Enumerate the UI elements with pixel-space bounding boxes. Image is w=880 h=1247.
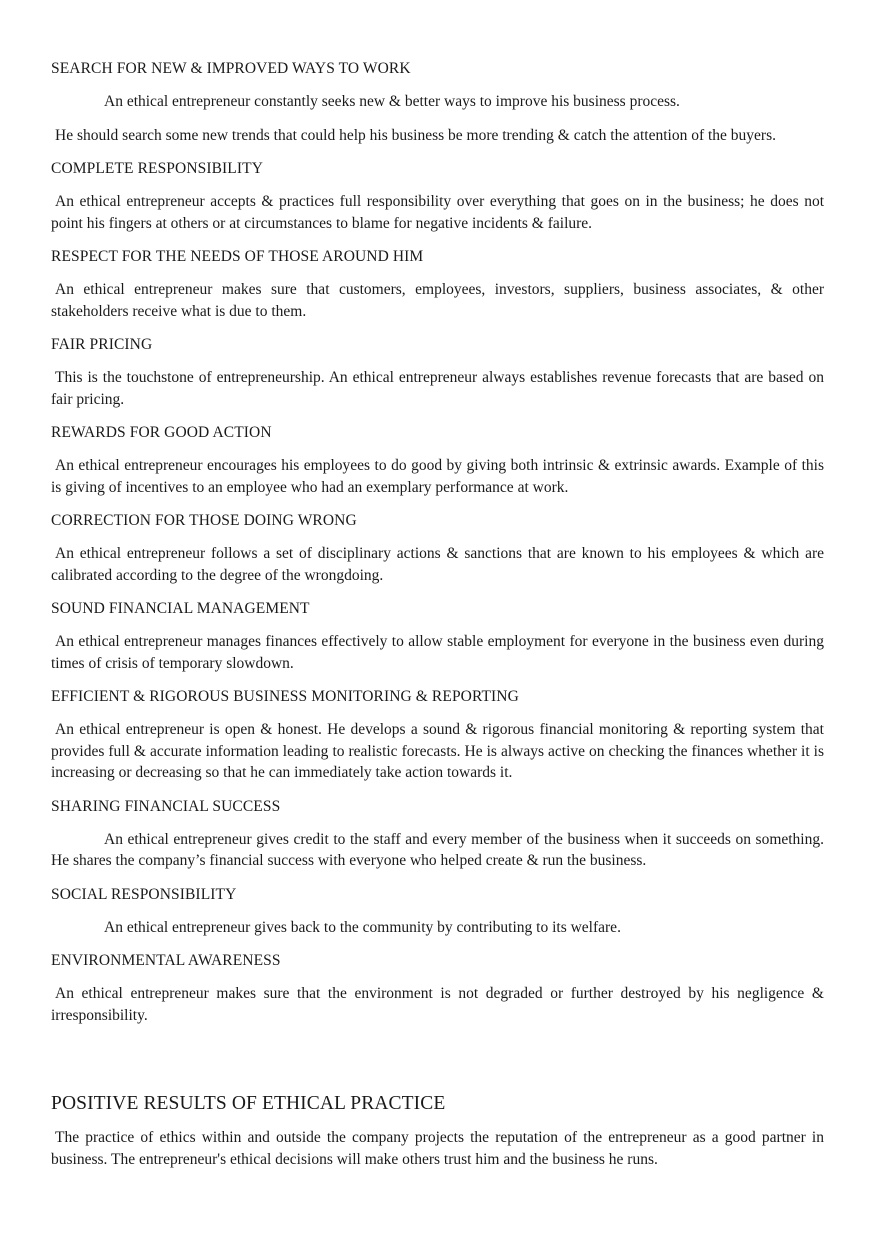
section-paragraph-fair-pricing: This is the touchstone of entrepreneurship. An ethical entrepreneur always establishes revenue forecasts that are based on fair pricing. [51,369,824,408]
page-title-positive-results: POSITIVE RESULTS OF ETHICAL PRACTICE [51,1093,446,1114]
section-heading-sound-financial-management: SOUND FINANCIAL MANAGEMENT [51,600,310,617]
section-paragraph-sound-financial-management: An ethical entrepreneur manages finances effectively to allow stable employment for everyone in the business even during times of crisis of temporary slowdown. [51,633,824,672]
section-heading-respect-for-needs: RESPECT FOR THE NEEDS OF THOSE AROUND HIM [51,248,424,265]
section-heading-sharing-financial-success: SHARING FINANCIAL SUCCESS [51,797,281,815]
section-heading-monitoring-reporting: EFFICIENT & RIGOROUS BUSINESS MONITORING & REPORTING [51,688,519,705]
section-heading-correction-wrongdoing: CORRECTION FOR THOSE DOING WRONG [51,512,357,529]
section-heading-fair-pricing: FAIR PRICING [51,336,153,353]
section-paragraph-respect-for-needs: An ethical entrepreneur makes sure that customers, employees, investors, suppliers, business associates, & other stakeholders receive what is due to them. [51,281,824,320]
section-paragraph-social-responsibility: An ethical entrepreneur gives back to the community by contributing to its welfare. [104,918,621,936]
section-paragraph-complete-responsibility: An ethical entrepreneur accepts & practices full responsibility over everything that goes on in the business; he does not point his fingers at others or at circumstances to blame for negative incidents & failure. [51,193,824,232]
section-paragraph-environmental-awareness: An ethical entrepreneur makes sure that the environment is not degraded or further destroyed by his negligence & irresponsibility. [51,985,824,1024]
section-paragraph-positive-results: The practice of ethics within and outside the company projects the reputation of the entrepreneur as a good partner in business. The entrepreneur's ethical decisions will make others trust him and the business he runs. [51,1129,824,1168]
section-paragraph-search-new-ways-2: He should search some new trends that could help his business be more trending & catch the attention of the buyers. [55,126,776,144]
section-heading-environmental-awareness: ENVIRONMENTAL AWARENESS [51,952,281,969]
section-paragraph-monitoring-reporting: An ethical entrepreneur is open & honest. He develops a sound & rigorous financial monitoring & reporting system that provides full & accurate information leading to realistic forecasts. He is always active on checking the finances whether it is increasing or decreasing so that he can immediately take action towards it. [51,721,824,781]
section-paragraph-sharing-financial-success: An ethical entrepreneur gives credit to the staff and every member of the business when it succeeds on something. He shares the company’s financial success with everyone who helped create & run the business. [51,830,824,869]
document-page [51,58,824,1182]
section-heading-rewards-good-action: REWARDS FOR GOOD ACTION [51,424,272,441]
section-paragraph-search-new-ways-1: An ethical entrepreneur constantly seeks new & better ways to improve his business process. [104,93,680,110]
section-heading-social-responsibility: SOCIAL RESPONSIBILITY [51,885,237,903]
section-paragraph-rewards-good-action: An ethical entrepreneur encourages his employees to do good by giving both intrinsic & extrinsic awards. Example of this is giving of incentives to an employee who had an exemplary performance at work. [51,457,824,496]
section-heading-complete-responsibility: COMPLETE RESPONSIBILITY [51,160,263,177]
section-paragraph-correction-wrongdoing: An ethical entrepreneur follows a set of disciplinary actions & sanctions that are known to his employees & which are calibrated according to the degree of the wrongdoing. [51,545,824,584]
section-heading-search-new-ways: SEARCH FOR NEW & IMPROVED WAYS TO WORK [51,60,411,77]
